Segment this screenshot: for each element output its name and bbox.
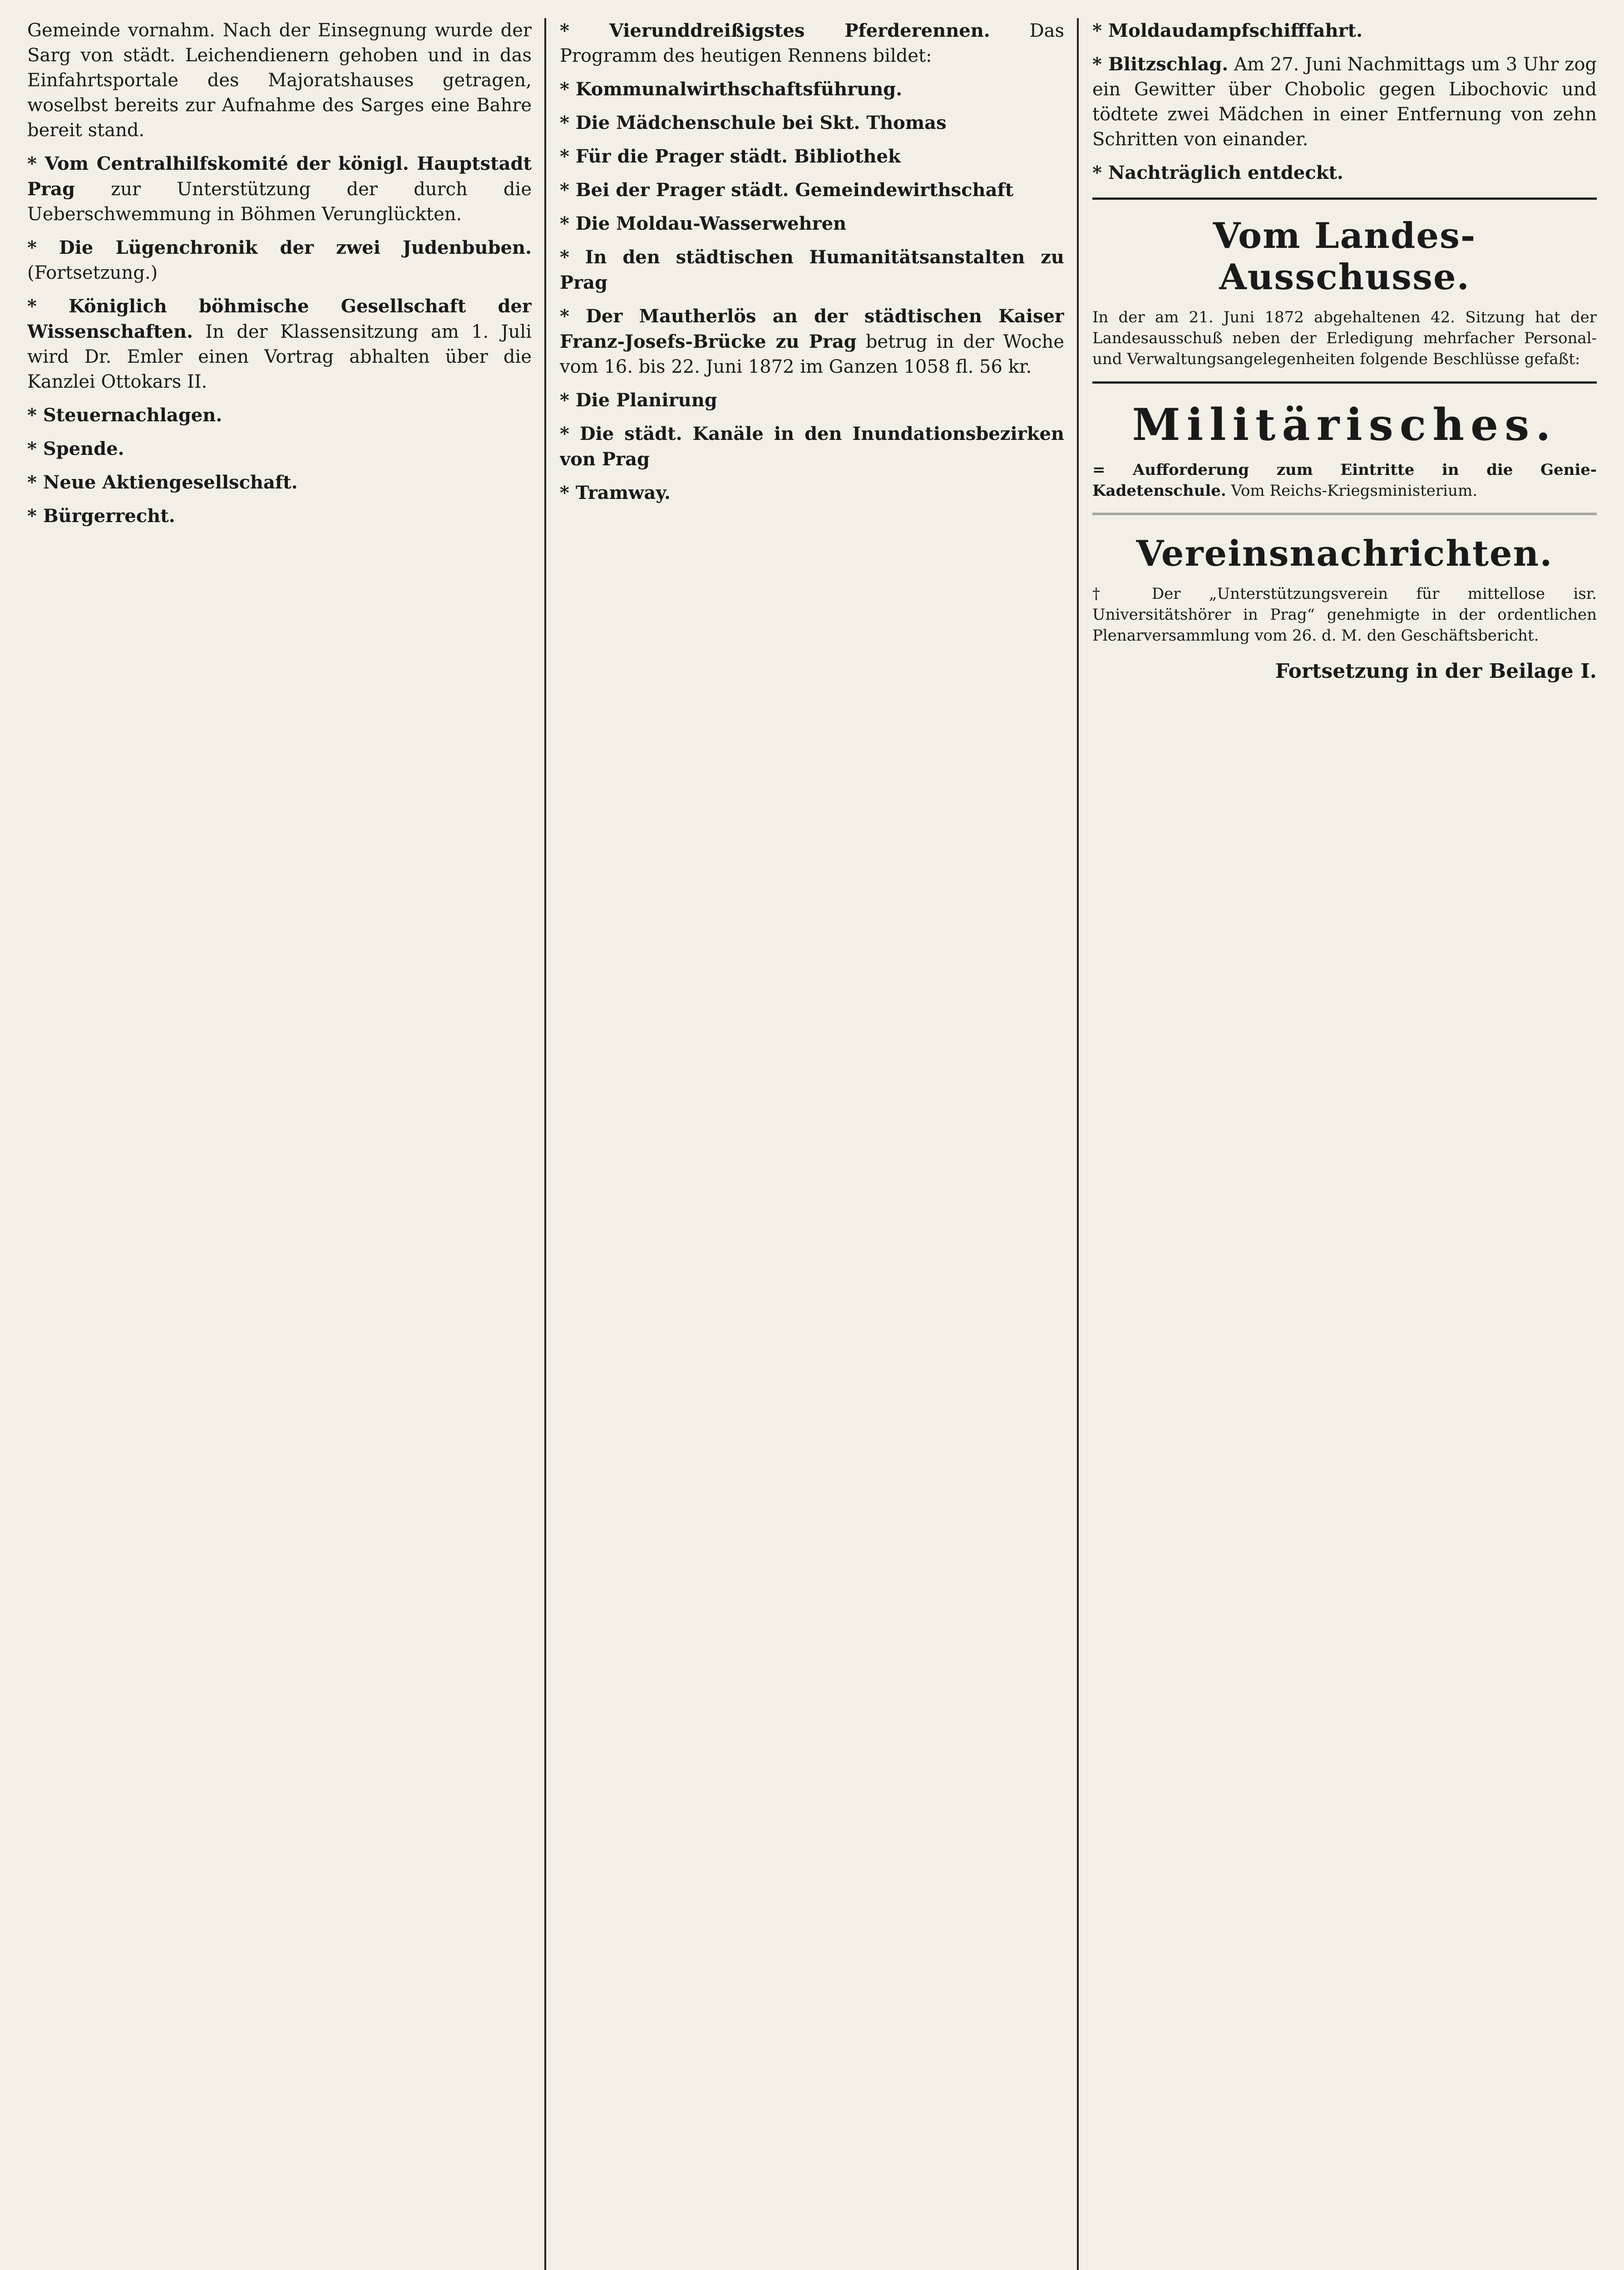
article-heading: * Tramway. <box>560 482 671 503</box>
article <box>560 110 1064 136</box>
article <box>27 235 532 286</box>
article <box>1092 52 1597 152</box>
article <box>27 503 532 529</box>
article-heading: * Die städt. Kanäle in den Inundationsbezirken von Prag <box>560 423 1064 470</box>
article <box>560 77 1064 102</box>
section-title-landesausschuss: Vom Landes-Ausschusse. <box>1213 215 1476 298</box>
section-divider <box>1092 381 1597 384</box>
article-text: † Der „Unterstützungsverein für mittellose isr. Universitätshörer in Prag“ genehmigte in der ordentlichen Plenarversammlung vom 26. d. M. den Geschäftsbericht. <box>1092 585 1597 645</box>
column-left <box>27 18 532 2270</box>
article-heading: * Für die Prager städt. Bibliothek <box>560 146 901 167</box>
article <box>560 245 1064 296</box>
article-heading: * Vom Centralhilfskomité der königl. Hauptstadt Prag <box>27 153 532 200</box>
article-heading: * Kommunalwirthschaftsführung. <box>560 79 903 100</box>
article-heading: * Die Planirung <box>560 390 717 411</box>
article <box>1092 160 1597 186</box>
article <box>27 436 532 462</box>
article-heading: * Die Mädchenschule bei Skt. Thomas <box>560 112 947 133</box>
article-text: In der Klassensitzung am 1. Juli wird Dr. Emler einen Vortrag abhalten über die Kanzlei Ottokars II. <box>27 321 532 392</box>
article-heading: * Steuernachlagen. <box>27 405 222 426</box>
article <box>27 151 532 227</box>
article-text: Gemeinde vornahm. Nach der Einsegnung wurde der Sarg von städt. Leichendienern gehoben und in das Einfahrtsportale des Majoratshauses getragen, woselbst bereits zur Aufnahme des Sarges eine Bahre bereit stand. <box>27 20 532 141</box>
article-text: zur Unterstützung der durch die Ueberschwemmung in Böhmen Verunglückten. <box>27 179 532 225</box>
article-heading: * Bei der Prager städt. Gemeindewirthschaft <box>560 179 1014 201</box>
article-heading: * Nachträglich entdeckt. <box>1092 162 1343 183</box>
article <box>560 144 1064 169</box>
article-text: Am 27. Juni Nachmittags um 3 Uhr zog ein Gewitter über Chobolic gegen Libochovic und tödtete zwei Mädchen in einer Entfernung von zehn Schritten von einander. <box>1092 54 1597 150</box>
article <box>560 480 1064 506</box>
article <box>1092 18 1597 44</box>
section-divider <box>1092 197 1597 200</box>
article-text: Das Programm des heutigen Rennens bildet: <box>560 20 1064 66</box>
article <box>560 421 1064 472</box>
article-heading: * Der Mautherlös an der städtischen Kaiser Franz-Josefs-Brücke zu Prag <box>560 306 1064 352</box>
article-heading: * Vierunddreißigstes Pferderennen. <box>560 20 990 41</box>
article-text: In der am 21. Juni 1872 abgehaltenen 42. Sitzung hat der Landesausschuß neben der Erledigung mehrfacher Personal- und Verwaltungsangelegenheiten folgende Beschlüsse gefaßt: <box>1092 308 1597 368</box>
article <box>560 211 1064 237</box>
section-divider <box>1092 513 1597 518</box>
article-heading: * Königlich böhmische Gesellschaft der Wissenschaften. <box>27 296 532 342</box>
column-rule <box>544 18 546 2270</box>
article <box>560 18 1064 69</box>
article <box>27 403 532 428</box>
section-title-vereinsnachrichten: Vereinsnachrichten. <box>1136 533 1553 574</box>
article <box>560 388 1064 413</box>
column-rule <box>1077 18 1079 2270</box>
article-heading: * Die Moldau-Wasserwehren <box>560 213 847 234</box>
continuation-note: Fortsetzung in der Beilage I. <box>1275 660 1597 683</box>
section-title-militaerisches: Militärisches. <box>1132 399 1557 450</box>
article <box>27 470 532 495</box>
article-heading: = Aufforderung zum Eintritte in die Genie-Kadetenschule. <box>1092 461 1597 500</box>
article <box>27 294 532 395</box>
article-heading: * Moldaudampfschifffahrt. <box>1092 20 1363 41</box>
article-heading: * Bürgerrecht. <box>27 505 175 527</box>
column-right <box>1092 18 1597 2270</box>
article-heading: * Neue Aktiengesellschaft. <box>27 472 298 493</box>
article <box>560 178 1064 203</box>
article-text: Vom Reichs-Kriegsministerium. <box>1231 482 1478 500</box>
article <box>1092 459 1597 501</box>
column-middle <box>560 18 1064 2270</box>
article-heading: * Blitzschlag. <box>1092 54 1229 75</box>
article-text: betrug in der Woche vom 16. bis 22. Juni 1872 im Ganzen 1058 fl. 56 kr. <box>560 331 1064 377</box>
article-text: (Fortsetzung.) <box>27 262 158 283</box>
article <box>560 304 1064 380</box>
article-heading: * Spende. <box>27 438 124 459</box>
article-heading: * Die Lügenchronik der zwei Judenbuben. <box>27 237 532 258</box>
article-heading: * In den städtischen Humanitätsanstalten zu Prag <box>560 247 1064 293</box>
